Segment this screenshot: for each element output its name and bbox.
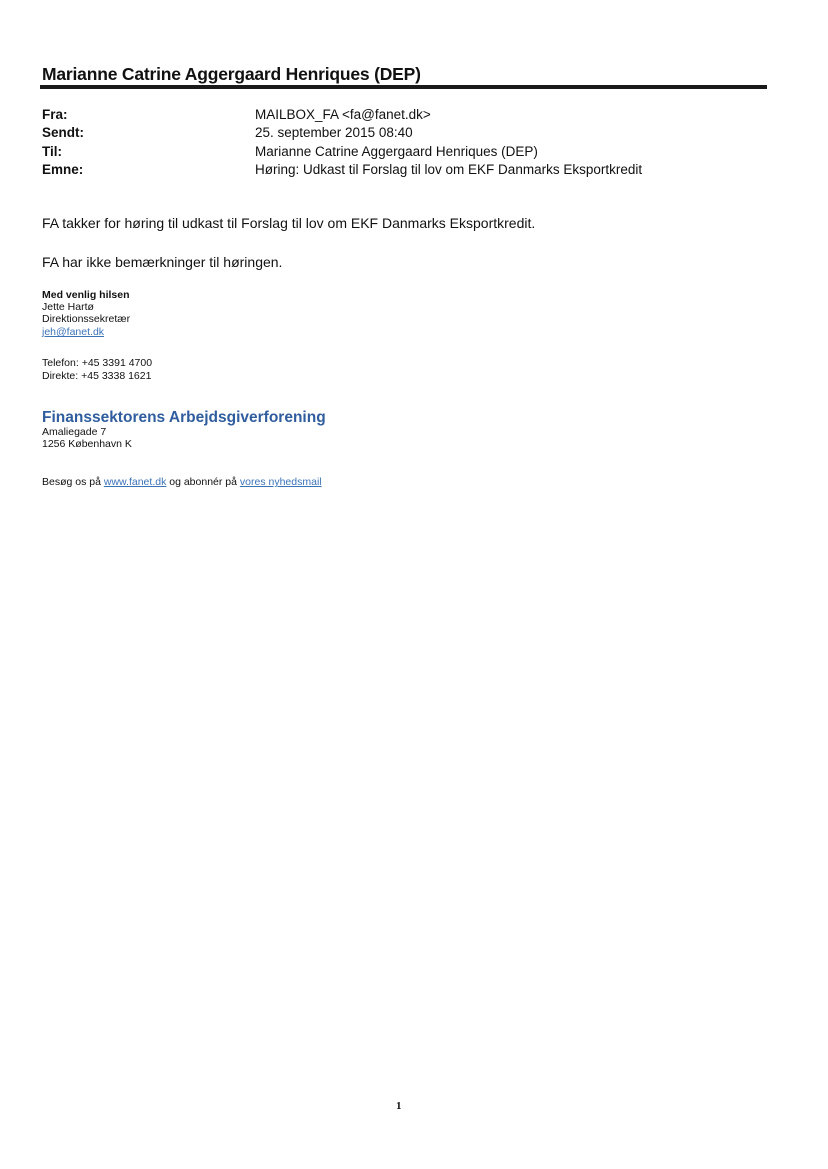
from-value: MAILBOX_FA <fa@fanet.dk>: [255, 107, 431, 122]
body-paragraph: FA takker for høring til udkast til Forslag til lov om EKF Danmarks Eksportkredit.: [42, 215, 536, 231]
to-value: Marianne Catrine Aggergaard Henriques (DEP): [255, 144, 538, 159]
signature-name: Jette Hartø: [42, 301, 94, 313]
body-paragraph: FA har ikke bemærkninger til høringen.: [42, 254, 283, 270]
signature-phone: Telefon: +45 3391 4700: [42, 357, 153, 369]
visit-middle: og abonnér på: [169, 476, 237, 488]
mailbox-owner-name: Marianne Catrine Aggergaard Henriques (DEP): [42, 64, 421, 84]
address-city: 1256 København K: [42, 438, 132, 450]
address-street: Amaliegade 7: [42, 426, 107, 438]
page-number: 1: [396, 1100, 402, 1112]
signature-title: Direktionssekretær: [42, 313, 131, 325]
signature-greeting: Med venlig hilsen: [42, 289, 130, 301]
organization-name: Finanssektorens Arbejdsgiverforening: [42, 409, 326, 426]
visit-prefix: Besøg os på: [42, 476, 101, 488]
signature-email-link[interactable]: jeh@fanet.dk: [42, 326, 105, 338]
sent-label: Sendt:: [42, 125, 84, 140]
from-label: Fra:: [42, 107, 68, 122]
signature-direct-phone: Direkte: +45 3338 1621: [42, 370, 152, 382]
website-link[interactable]: www.fanet.dk: [103, 476, 167, 488]
newsletter-link[interactable]: vores nyhedsmail: [239, 476, 322, 488]
header-rule: [40, 85, 767, 89]
to-label: Til:: [42, 144, 62, 159]
subject-label: Emne:: [42, 162, 84, 177]
visit-line: [42, 476, 322, 488]
sent-value: 25. september 2015 08:40: [255, 125, 413, 140]
subject-value: Høring: Udkast til Forslag til lov om EKF Danmarks Eksportkredit: [255, 162, 643, 177]
